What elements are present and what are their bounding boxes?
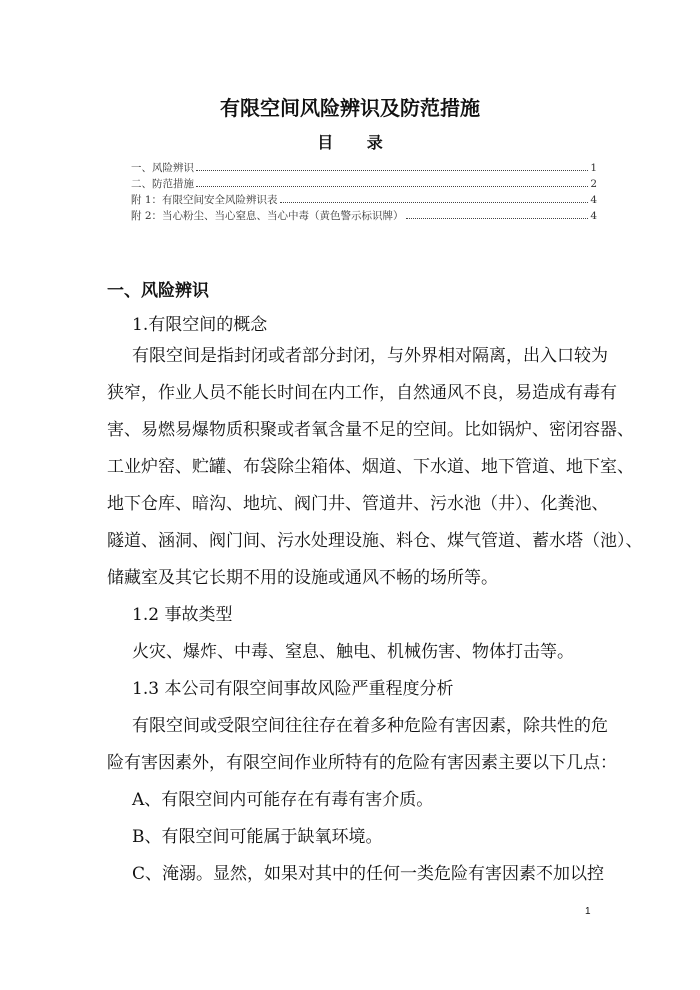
- list-item: C、淹溺。显然，如果对其中的任何一类危险有害因素不加以控: [132, 864, 605, 884]
- toc-leader: [406, 218, 589, 219]
- subheading: 1.3 本公司有限空间事故风险严重程度分析: [132, 679, 454, 699]
- toc-leader: [196, 170, 588, 171]
- paragraph-line: 有限空间或受限空间往往存在着多种危险有害因素，除共性的危: [132, 716, 608, 736]
- toc-label: 附 1：有限空间安全风险辨识表: [131, 194, 278, 206]
- toc-entry[interactable]: [131, 208, 597, 224]
- section-heading: 一、风险辨识: [107, 281, 209, 301]
- paragraph-line: 害、易燃易爆物质积聚或者氧含量不足的空间。比如锅炉、密闭容器、: [107, 420, 634, 440]
- list-item: A、有限空间内可能存在有毒有害介质。: [132, 790, 434, 810]
- list-item: B、有限空间可能属于缺氧环境。: [132, 827, 383, 847]
- table-of-contents: [131, 160, 597, 224]
- subheading: 1.2 事故类型: [132, 605, 233, 625]
- toc-heading: 目 录: [317, 133, 397, 152]
- paragraph-line: 工业炉窑、贮罐、布袋除尘箱体、烟道、下水道、地下管道、地下室、: [107, 457, 634, 477]
- toc-label: 附 2：当心粉尘、当心窒息、当心中毒（黄色警示标识牌）: [131, 210, 404, 222]
- paragraph-line: 有限空间是指封闭或者部分封闭，与外界相对隔离，出入口较为: [132, 346, 608, 366]
- paragraph-line: 地下仓库、暗沟、地坑、阀门井、管道井、污水池（井）、化粪池、: [107, 494, 609, 514]
- paragraph-line: 隧道、涵洞、阀门间、污水处理设施、料仓、煤气管道、蓄水塔（池）、: [107, 531, 643, 551]
- toc-page: 2: [590, 178, 597, 190]
- toc-entry[interactable]: [131, 160, 597, 176]
- paragraph-line: 险有害因素外，有限空间作业所特有的危险有害因素主要以下几点：: [107, 753, 617, 773]
- paragraph-line: 火灾、爆炸、中毒、窒息、触电、机械伤害、物体打击等。: [132, 642, 574, 662]
- subheading: 1.有限空间的概念: [132, 315, 268, 335]
- toc-page: 4: [590, 194, 597, 206]
- paragraph-line: 狭窄，作业人员不能长时间在内工作，自然通风不良，易造成有毒有: [107, 383, 617, 403]
- paragraph-line: 储藏室及其它长期不用的设施或通风不畅的场所等。: [107, 568, 498, 588]
- page-number: 1: [585, 906, 591, 917]
- toc-leader: [280, 202, 589, 203]
- toc-label: 一、风险辨识: [131, 162, 194, 174]
- document-title: 有限空间风险辨识及防范措施: [220, 96, 480, 120]
- toc-page: 4: [590, 210, 597, 222]
- toc-page: 1: [590, 162, 597, 174]
- toc-leader: [196, 186, 588, 187]
- toc-label: 二、防范措施: [131, 178, 194, 190]
- toc-entry[interactable]: [131, 176, 597, 192]
- toc-entry[interactable]: [131, 192, 597, 208]
